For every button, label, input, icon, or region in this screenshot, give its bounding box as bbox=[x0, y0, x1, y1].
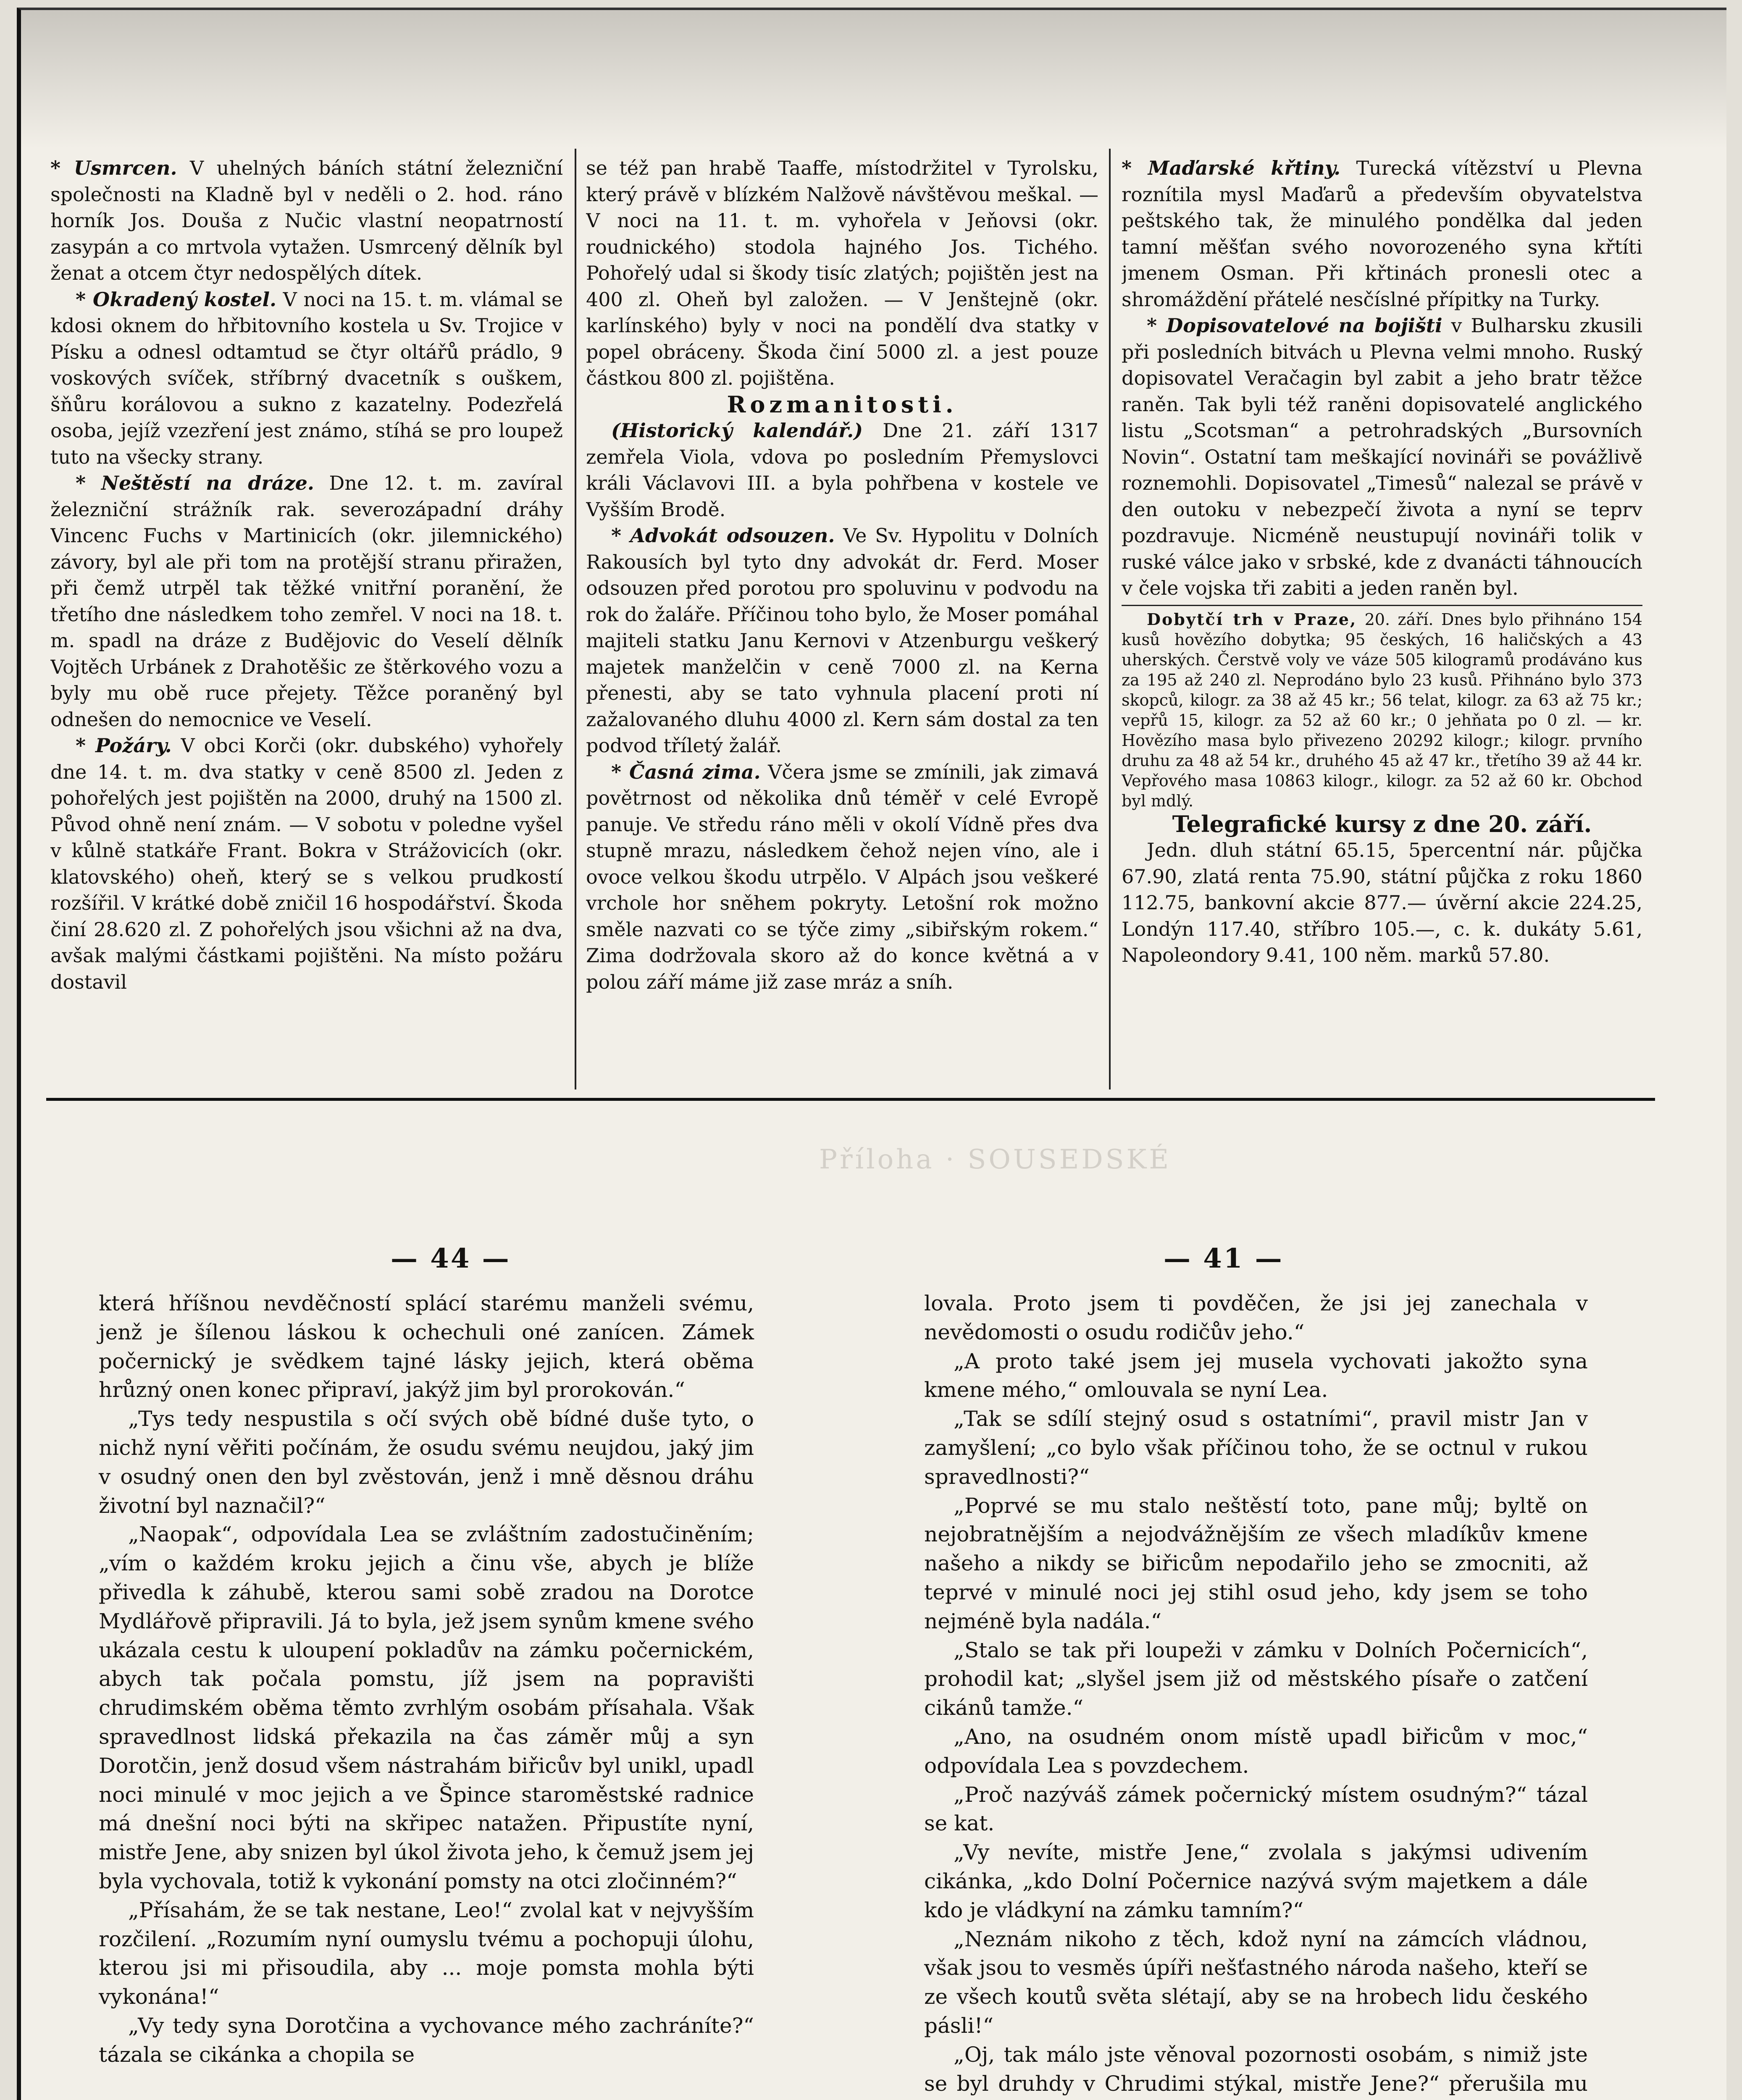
paragraph: „Stalo se tak při loupeži v zámku v Dolních Počernicích“, prohodil kat; „slyšel jsem již od městského písaře o zatčení cikánů tamže.“ bbox=[924, 1638, 1588, 1720]
paragraph: „Ano, na osudném onom místě upadl biřicům v moc,“ odpovídala Lea s povzdechem. bbox=[924, 1724, 1588, 1778]
paragraph: „Oj, tak málo jste věnoval pozornosti osobám, s nimiž jste se byl druhdy v Chrudimi stýkal, mistře Jene?“ přerušila mu bbox=[924, 2042, 1588, 2096]
news-item: * Advokát odsouzen. Ve Sv. Hypolitu v Dolních Rakousích byl tyto dny advokát dr. Ferd. Moser odsouzen před porotou pro spoluvinu v podvodu na rok do žaláře. Příčinou toho bylo, že Moser pomáhal majiteli statku Janu Kernovi v Atzenburgu veškerý majetek manželčin v ceně 7000 zl. na Kerna přenesti, aby se tato vyhnula placení proti ní zažalovaného dluhu 4000 zl. Kern sám dostal za ten podvod tříletý žalář. bbox=[586, 524, 1098, 757]
news-item: * Usmrcen. V uhelných báních státní železniční společnosti na Kladně byl v neděli o 2. hod. ráno horník Jos. Douša z Nučic vlastní neopatrností zasypán a co mrtvola vytažen. Usmrcený dělník byl ženat a otcem čtyr nedospělých dítek. bbox=[50, 157, 563, 284]
paragraph: „Vy tedy syna Dorotčina a vychovance mého zachráníte?“ tázala se cikánka a chopila se bbox=[99, 2013, 754, 2067]
paragraph: „A proto také jsem jej musela vychovati jakožto syna kmene mého,“ omlouvala se nyní Lea. bbox=[924, 1349, 1588, 1402]
paragraph: „Neznám nikoho z těch, kdož nyní na zámcích vládnou, však jsou to vesměs úpíři nešťastného národa našeho, kteří se ze všech koutů světa slétají, aby se na hrobech lidu českého pásli!“ bbox=[924, 1927, 1588, 2038]
news-item: * Maďarské křtiny. Turecká vítězství u Plevna roznítila mysl Maďarů a především obyvatelstva peštského tak, že minulého pondělka dal jeden tamní měšťan svého novorozeného syna křtíti jmenem Osman. Při křtinách pronesli otec a shromáždění přátelé nesčíslné přípitky na Turky. bbox=[1122, 157, 1642, 311]
page-number-right: — 41 — bbox=[1164, 1243, 1284, 1274]
news-column-2 bbox=[586, 155, 1098, 1092]
divider bbox=[1122, 605, 1642, 606]
scan-shadow bbox=[21, 10, 1726, 149]
news-column-3 bbox=[1122, 155, 1642, 1092]
novel-page-right bbox=[924, 1289, 1588, 2100]
newspaper-page bbox=[17, 8, 1726, 2100]
paragraph: lovala. Proto jsem ti povděčen, že jsi jej zanechala v nevědomosti o osudu rodičův jeho.“ bbox=[924, 1291, 1588, 1344]
news-item: * Neštěstí na dráze. Dne 12. t. m. zavíral železniční strážník rak. severozápadní dráhy Vincenc Fuchs v Martinicích (okr. jilemnického) závory, byl ale při tom na protější stranu přiražen, při čemž utrpěl tak těžké vnitřní poranění, že třetího dne následkem toho zemřel. V noci na 18. t. m. spadl na dráze z Budějovic do Veselí dělník Vojtěch Urbánek z Drahotěšic ze štěrkového vozu a byly mu obě ruce přejety. Těžce poraněný byl odnešen do nemocnice ve Veselí. bbox=[50, 472, 563, 731]
paragraph: „Poprvé se mu stalo neštěstí toto, pane můj; byltě on nejobratnějším a nejodvážnějším ze všech mladíkův kmene našeho a nikdy se biřicům nepodařilo jeho se zmocniti, až teprvé v minulé noci jej stihl osud jeho, kdy jsem se toho nejméně byla nadála.“ bbox=[924, 1493, 1588, 1633]
paragraph: „Tak se sdílí stejný osud s ostatními“, pravil mistr Jan v zamyšlení; „co bylo však příčinou toho, že se octnul v rukou spravedlnosti?“ bbox=[924, 1407, 1588, 1489]
news-item: * Dopisovatelové na bojišti v Bulharsku zkusili při posledních bitvách u Plevna velmi mnoho. Ruský dopisovatel Veračagin byl zabit a jeho bratr těžce raněn. Tak byli též raněni dopisovatelé anglického listu „Scotsman“ a petrohradských „Bursovních Novin“. Ostatní tam meškající novináři se povážlivě roznemohli. Dopisovatel „Timesů“ nalezal se právě v den outoku v nebezpečí života a nyní se teprv pozdravuje. Nicméně neustupují novináři tolik v ruské válce jako v srbské, kde z dvanácti táhnoucích v čele vojska tři zabiti a jeden raněn byl. bbox=[1122, 314, 1642, 599]
novel-page-left bbox=[99, 1289, 754, 2069]
column-rule bbox=[575, 149, 576, 1089]
exchange-rates: Jedn. dluh státní 65.15, 5percentní nár. půjčka 67.90, zlatá renta 75.90, státní půjčka z roku 1860 112.75, bankovní akcie 877.— úvěrní akcie 224.25, Londýn 117.40, stříbro 105.—, c. k. dukáty 5.61, Napoleondory 9.41, 100 něm. marků 57.80. bbox=[1122, 839, 1642, 966]
paragraph: „Proč nazýváš zámek počernický místem osudným?“ tázal se kat. bbox=[924, 1782, 1588, 1836]
paragraph: která hříšnou nevděčností splácí starému manželi svému, jenž je šílenou láskou k ochechuli oné zanícen. Zámek počernický je svědkem tajné lásky jejich, která oběma hrůzný onen konec připraví, jakýž jim byl prorokován.“ bbox=[99, 1291, 754, 1402]
section-heading: Rozmanitosti. bbox=[727, 391, 958, 418]
paragraph: „Tys tedy nespustila s očí svých obě bídné duše tyto, o nichž nyní věřiti počínám, že osudu svému neujdou, jaký jim v osudný onen den byl zvěstován, jenž i mně děsnou dráhu životní byl naznačil?“ bbox=[99, 1407, 754, 1518]
news-item: se též pan hrabě Taaffe, místodržitel v Tyrolsku, který právě v blízkém Nalžově návštěvou meškal. — V noci na 11. t. m. vyhořela v Jeňovsi (okr. roudnického) stodola hajného Jos. Tichého. Pohořelý udal si škody tisíc zlatých; pojištěn jest na 400 zl. Oheň byl založen. — V Jenštejně (okr. karlínského) byly v noci na pondělí dva statky v popel obráceny. Škoda činí 5000 zl. a jest pouze částkou 800 zl. pojištěna. bbox=[586, 157, 1098, 389]
news-item: * Okradený kostel. V noci na 15. t. m. vlámal se kdosi oknem do hřbitovního kostela u Sv. Trojice v Písku a odnesl odtamtud se čtyr oltářů prádlo, 9 voskových svíček, stříbrný dvacetník s ouškem, šňůru korálovou a sukno z kazatelny. Podezřelá osoba, jejíž vzezření jest známo, stíhá se pro loupež tuto na všecky strany. bbox=[50, 288, 563, 468]
paragraph: „Vy nevíte, mistře Jene,“ zvolala s jakýmsi udivením cikánka, „kdo Dolní Počernice nazývá svým majetkem a dále kdo je vládkyní na zámku tamním?“ bbox=[924, 1840, 1588, 1922]
market-report: Dobytčí trh v Praze, 20. září. Dnes bylo přihnáno 154 kusů hovězího dobytka; 95 českých, 16 haličských a 43 uherských. Čerstvě voly ve váze 505 kilogramů prodáváno kus za 195 až 240 zl. Neprodáno bylo 23 kusů. Přihnáno bylo 373 skopců, kilogr. za 38 až 45 kr.; 56 telat, kilogr. za 63 až 75 kr.; vepřů 15, kilogr. za 52 až 60 kr.; 0 jehňata po 0 zl. — kr. Hovězího masa bylo přivezeno 20292 kilogr.; kilogr. prvního druhu za 48 až 54 kr., druhého 45 až 47 kr., třetího 39 až 44 kr. Vepřového masa 10863 kilogr., kilogr. za 52 až 60 kr. Obchod byl mdlý. bbox=[1122, 609, 1642, 810]
news-item: * Požáry. V obci Korči (okr. dubského) vyhořely dne 14. t. m. dva statky v ceně 8500 zl. Jeden z pohořelých jest pojištěn na 2000, druhý na 1500 zl. Původ ohně není znám. — V sobotu v poledne vyšel v kůlně statkáře Frant. Bokra v Strážovicích (okr. klatovského) oheň, který se s velkou prudkostí rozšířil. V krátké době zničil 16 hospodářství. Škoda činí 28.620 zl. Z pohořelých jsou všichni až na dva, avšak malými částkami pojištěni. Na místo požáru dostavil bbox=[50, 734, 563, 993]
news-item: * Časná zima. Včera jsme se zmínili, jak zimavá povětrnost od několika dnů téměř v celé Evropě panuje. Ve středu ráno měli v okolí Vídně přes dva stupně mrazu, následkem čehož nejen víno, ale i ovoce velkou škodu utrpělo. V Alpách jsou veškeré vrchole hor sněhem pokryty. Letošní rok možno směle nazvati co se týče zimy „sibiřským rokem.“ Zima dodržovala skoro až do konce květná a v polou září máme již zase mráz a sníh. bbox=[586, 760, 1098, 993]
paragraph: „Naopak“, odpovídala Lea se zvláštním zadostučiněním; „vím o každém kroku jejich a činu vše, abych je blíže přivedla k záhubě, kterou sami sobě zradou na Dorotce Mydlářově připravili. Já to byla, jež jsem synům kmene svého ukázala cestu k uloupení pokladův na zámku počernickém, abych tak počala pomstu, jíž jsem na popravišti chrudimském oběma těmto zvrhlým osobám přísahala. Však spravedlnost lidská překazila na čas záměr můj a syn Dorotčin, jenž dosud všem nástrahám biřicův byl unikl, upadl noci minulé v moc jejich a ve Špince staroměstské radnice má dnešní noci býti na skřipec natažen. Připustíte nyní, mistře Jene, aby snizen byl úkol života jeho, k čemuž jsem jej byla vychovala, totiž k vykonání pomsty na otci zločinném?“ bbox=[99, 1522, 754, 1893]
paragraph: „Přísahám, že se tak nestane, Leo!“ zvolal kat v nejvyšším rozčilení. „Rozumím nyní oumyslu tvému a pochopuji úlohu, kterou jsi mi přisoudila, aby ... moje pomsta mohla býti vykonána!“ bbox=[99, 1898, 754, 2009]
bleed-through-text: Příloha · SOUSEDSKÉ bbox=[819, 1144, 1172, 1175]
news-column-1 bbox=[50, 155, 563, 1092]
exchange-rates-title: Telegrafické kursy z dne 20. září. bbox=[1172, 810, 1592, 837]
column-rule bbox=[1109, 149, 1111, 1089]
page-number-left: — 44 — bbox=[391, 1243, 511, 1274]
news-item: (Historický kalendář.) Dne 21. září 1317 zemřela Viola, vdova po posledním Přemyslovci králi Václavovi III. a byla pohřbena v kostele ve Vyšším Brodě. bbox=[586, 419, 1098, 521]
section-divider bbox=[46, 1098, 1655, 1101]
